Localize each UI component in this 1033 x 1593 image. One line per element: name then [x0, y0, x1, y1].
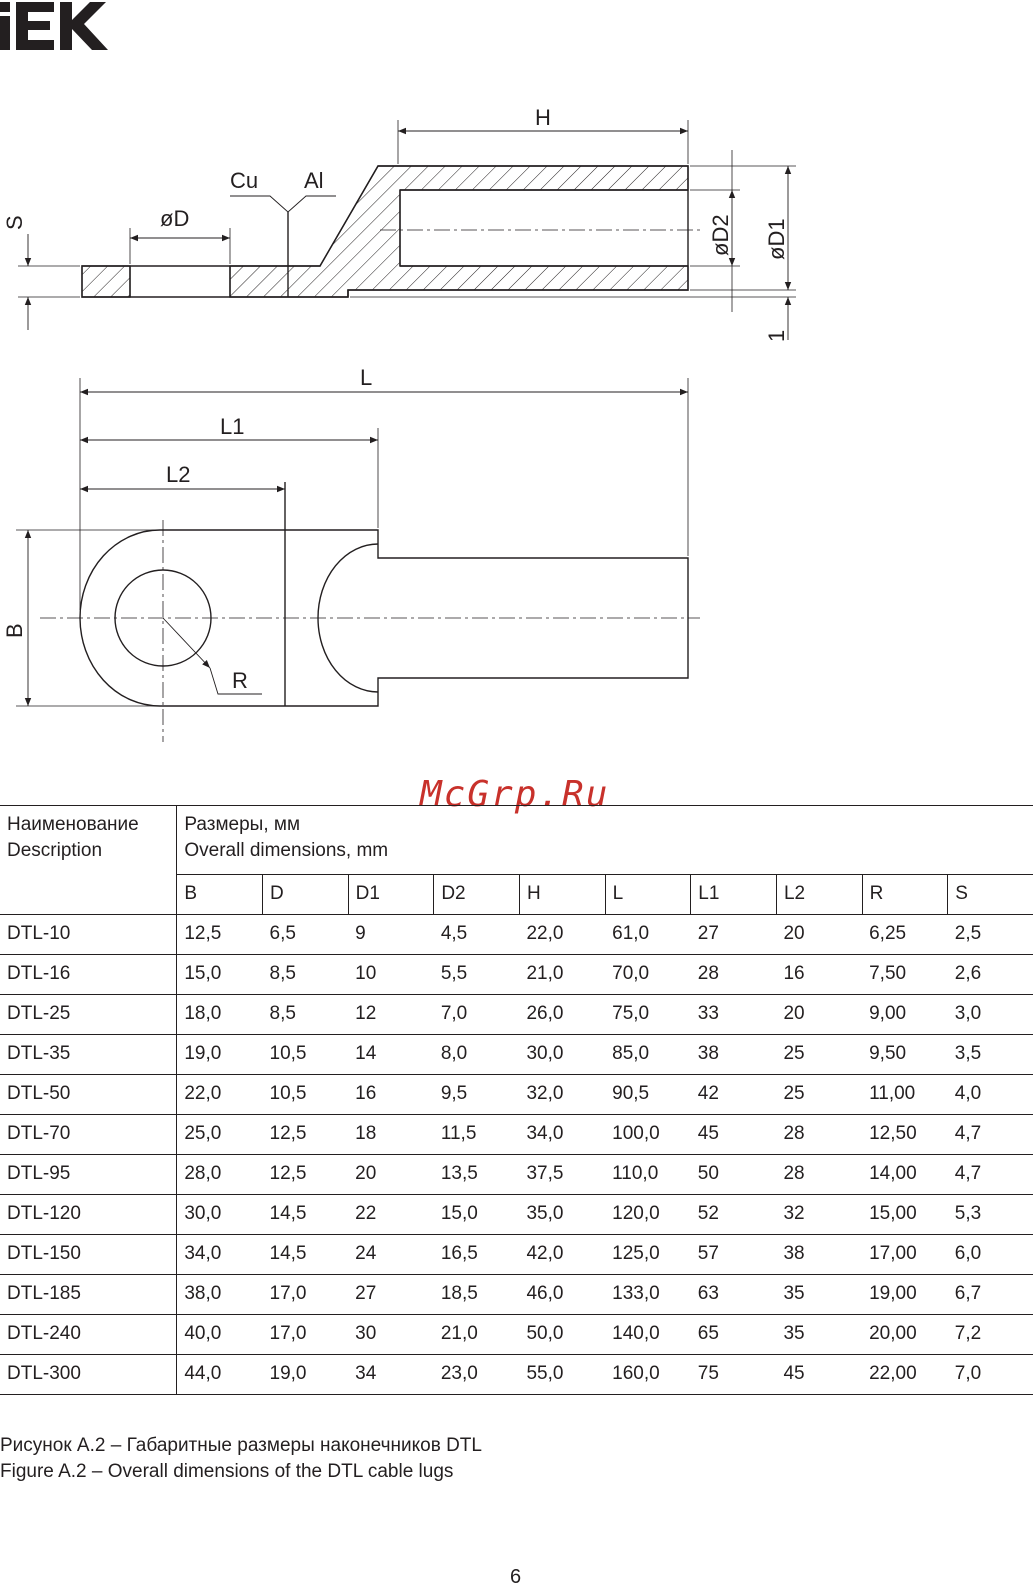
table-header-row: [0, 806, 1033, 875]
column-header-h: H: [519, 875, 605, 915]
dims-header-cell: [177, 806, 1033, 875]
table-row: [0, 1115, 1033, 1155]
value-cell: 24: [348, 1235, 434, 1275]
value-cell: 90,5: [605, 1075, 691, 1115]
value-cell: 28: [776, 1155, 862, 1195]
value-cell: 14,00: [862, 1155, 948, 1195]
value-cell: 38: [691, 1035, 777, 1075]
side-section-view: [18, 120, 796, 340]
value-cell: 25: [776, 1075, 862, 1115]
row-name-cell: DTL-10: [0, 915, 177, 955]
row-name-cell: DTL-185: [0, 1275, 177, 1315]
value-cell: 14,5: [263, 1195, 349, 1235]
value-cell: 23,0: [434, 1355, 520, 1395]
figure-caption: [0, 1433, 482, 1485]
value-cell: 11,00: [862, 1075, 948, 1115]
dims-header-ru: Размеры, мм: [184, 814, 301, 835]
row-name-cell: DTL-25: [0, 995, 177, 1035]
value-cell: 20: [348, 1155, 434, 1195]
value-cell: 70,0: [605, 955, 691, 995]
value-cell: 133,0: [605, 1275, 691, 1315]
value-cell: 22,00: [862, 1355, 948, 1395]
label-L1: L1: [220, 414, 245, 439]
row-name-cell: DTL-35: [0, 1035, 177, 1075]
value-cell: 12: [348, 995, 434, 1035]
column-header-s: S: [948, 875, 1033, 915]
value-cell: 160,0: [605, 1355, 691, 1395]
label-B: B: [2, 623, 27, 638]
table-row: [0, 1315, 1033, 1355]
table-row: [0, 995, 1033, 1035]
table-row: [0, 1355, 1033, 1395]
value-cell: 4,7: [948, 1115, 1033, 1155]
row-name-cell: DTL-240: [0, 1315, 177, 1355]
value-cell: 6,7: [948, 1275, 1033, 1315]
value-cell: 17,00: [862, 1235, 948, 1275]
value-cell: 20: [776, 915, 862, 955]
value-cell: 12,5: [177, 915, 263, 955]
value-cell: 34,0: [519, 1115, 605, 1155]
value-cell: 28,0: [177, 1155, 263, 1195]
label-Al: Al: [304, 168, 324, 193]
value-cell: 85,0: [605, 1035, 691, 1075]
value-cell: 63: [691, 1275, 777, 1315]
row-name-cell: DTL-50: [0, 1075, 177, 1115]
value-cell: 10,5: [263, 1035, 349, 1075]
value-cell: 35,0: [519, 1195, 605, 1235]
value-cell: 19,00: [862, 1275, 948, 1315]
value-cell: 50: [691, 1155, 777, 1195]
value-cell: 27: [348, 1275, 434, 1315]
value-cell: 19,0: [263, 1355, 349, 1395]
label-D1: øD1: [764, 218, 789, 260]
name-header-cell: [0, 806, 177, 915]
value-cell: 44,0: [177, 1355, 263, 1395]
value-cell: 25: [776, 1035, 862, 1075]
value-cell: 22: [348, 1195, 434, 1235]
value-cell: 6,5: [263, 915, 349, 955]
table-row: [0, 1195, 1033, 1235]
value-cell: 9: [348, 915, 434, 955]
page-number: 6: [510, 1566, 522, 1588]
value-cell: 9,50: [862, 1035, 948, 1075]
value-cell: 20: [776, 995, 862, 1035]
watermark: McGrp.Ru: [420, 774, 610, 815]
technical-drawing: [0, 0, 1033, 760]
value-cell: 7,0: [948, 1355, 1033, 1395]
value-cell: 30,0: [519, 1035, 605, 1075]
value-cell: 40,0: [177, 1315, 263, 1355]
column-header-d2: D2: [434, 875, 520, 915]
row-name-cell: DTL-70: [0, 1115, 177, 1155]
column-header-b: B: [177, 875, 263, 915]
value-cell: 16: [348, 1075, 434, 1115]
value-cell: 30: [348, 1315, 434, 1355]
value-cell: 34: [348, 1355, 434, 1395]
value-cell: 8,5: [263, 995, 349, 1035]
value-cell: 12,5: [263, 1155, 349, 1195]
value-cell: 42,0: [519, 1235, 605, 1275]
value-cell: 45: [691, 1115, 777, 1155]
value-cell: 7,50: [862, 955, 948, 995]
value-cell: 55,0: [519, 1355, 605, 1395]
value-cell: 18: [348, 1115, 434, 1155]
column-header-l2: L2: [776, 875, 862, 915]
value-cell: 120,0: [605, 1195, 691, 1235]
value-cell: 8,5: [263, 955, 349, 995]
table-row: [0, 1155, 1033, 1195]
column-header-l: L: [605, 875, 691, 915]
name-header-ru: Наименование: [7, 814, 139, 835]
caption-ru: Рисунок А.2 – Габаритные размеры наконечников DTL: [0, 1435, 482, 1456]
value-cell: 25,0: [177, 1115, 263, 1155]
value-cell: 28: [776, 1115, 862, 1155]
value-cell: 34,0: [177, 1235, 263, 1275]
value-cell: 32: [776, 1195, 862, 1235]
value-cell: 46,0: [519, 1275, 605, 1315]
value-cell: 11,5: [434, 1115, 520, 1155]
value-cell: 32,0: [519, 1075, 605, 1115]
value-cell: 26,0: [519, 995, 605, 1035]
value-cell: 20,00: [862, 1315, 948, 1355]
table-row: [0, 1035, 1033, 1075]
value-cell: 3,5: [948, 1035, 1033, 1075]
row-name-cell: DTL-120: [0, 1195, 177, 1235]
value-cell: 57: [691, 1235, 777, 1275]
value-cell: 75: [691, 1355, 777, 1395]
value-cell: 125,0: [605, 1235, 691, 1275]
table-row: [0, 1075, 1033, 1115]
value-cell: 30,0: [177, 1195, 263, 1235]
value-cell: 6,0: [948, 1235, 1033, 1275]
column-header-l1: L1: [691, 875, 777, 915]
value-cell: 100,0: [605, 1115, 691, 1155]
caption-en: Figure A.2 – Overall dimensions of the DTL cable lugs: [0, 1461, 454, 1482]
value-cell: 18,0: [177, 995, 263, 1035]
value-cell: 42: [691, 1075, 777, 1115]
value-cell: 19,0: [177, 1035, 263, 1075]
dimensions-table: [0, 805, 1033, 1395]
table-row: [0, 955, 1033, 995]
value-cell: 10,5: [263, 1075, 349, 1115]
value-cell: 16: [776, 955, 862, 995]
value-cell: 27: [691, 915, 777, 955]
value-cell: 12,5: [263, 1115, 349, 1155]
dims-header-en: Overall dimensions, mm: [184, 840, 389, 861]
value-cell: 110,0: [605, 1155, 691, 1195]
label-R: R: [232, 668, 248, 693]
value-cell: 21,0: [434, 1315, 520, 1355]
value-cell: 65: [691, 1315, 777, 1355]
label-S: S: [2, 215, 27, 230]
value-cell: 50,0: [519, 1315, 605, 1355]
value-cell: 6,25: [862, 915, 948, 955]
value-cell: 28: [691, 955, 777, 995]
value-cell: 4,5: [434, 915, 520, 955]
value-cell: 14,5: [263, 1235, 349, 1275]
value-cell: 7,0: [434, 995, 520, 1035]
value-cell: 13,5: [434, 1155, 520, 1195]
value-cell: 12,50: [862, 1115, 948, 1155]
label-D2: øD2: [708, 214, 733, 256]
value-cell: 2,5: [948, 915, 1033, 955]
value-cell: 52: [691, 1195, 777, 1235]
label-H: H: [535, 105, 551, 130]
value-cell: 33: [691, 995, 777, 1035]
label-D: øD: [160, 206, 190, 231]
row-name-cell: DTL-300: [0, 1355, 177, 1395]
value-cell: 10: [348, 955, 434, 995]
value-cell: 17,0: [263, 1275, 349, 1315]
value-cell: 8,0: [434, 1035, 520, 1075]
value-cell: 9,00: [862, 995, 948, 1035]
table-row: [0, 915, 1033, 955]
value-cell: 35: [776, 1315, 862, 1355]
value-cell: 22,0: [519, 915, 605, 955]
value-cell: 9,5: [434, 1075, 520, 1115]
value-cell: 2,6: [948, 955, 1033, 995]
name-header-en: Description: [7, 840, 103, 861]
value-cell: 14: [348, 1035, 434, 1075]
value-cell: 140,0: [605, 1315, 691, 1355]
value-cell: 61,0: [605, 915, 691, 955]
value-cell: 16,5: [434, 1235, 520, 1275]
value-cell: 7,2: [948, 1315, 1033, 1355]
table-row: [0, 1235, 1033, 1275]
row-name-cell: DTL-95: [0, 1155, 177, 1195]
value-cell: 22,0: [177, 1075, 263, 1115]
table-row: [0, 1275, 1033, 1315]
value-cell: 3,0: [948, 995, 1033, 1035]
top-plan-view: [16, 378, 700, 742]
value-cell: 35: [776, 1275, 862, 1315]
value-cell: 15,0: [434, 1195, 520, 1235]
value-cell: 4,7: [948, 1155, 1033, 1195]
value-cell: 18,5: [434, 1275, 520, 1315]
label-Cu: Cu: [230, 168, 259, 193]
value-cell: 5,5: [434, 955, 520, 995]
value-cell: 15,00: [862, 1195, 948, 1235]
row-name-cell: DTL-16: [0, 955, 177, 995]
column-header-d: D: [263, 875, 349, 915]
row-name-cell: DTL-150: [0, 1235, 177, 1275]
value-cell: 15,0: [177, 955, 263, 995]
value-cell: 17,0: [263, 1315, 349, 1355]
value-cell: 38,0: [177, 1275, 263, 1315]
value-cell: 5,3: [948, 1195, 1033, 1235]
value-cell: 37,5: [519, 1155, 605, 1195]
value-cell: 21,0: [519, 955, 605, 995]
label-L2: L2: [166, 462, 191, 487]
label-one: 1: [764, 329, 789, 342]
value-cell: 4,0: [948, 1075, 1033, 1115]
value-cell: 75,0: [605, 995, 691, 1035]
column-header-r: R: [862, 875, 948, 915]
column-header-d1: D1: [348, 875, 434, 915]
value-cell: 45: [776, 1355, 862, 1395]
value-cell: 38: [776, 1235, 862, 1275]
label-L: L: [360, 365, 373, 390]
